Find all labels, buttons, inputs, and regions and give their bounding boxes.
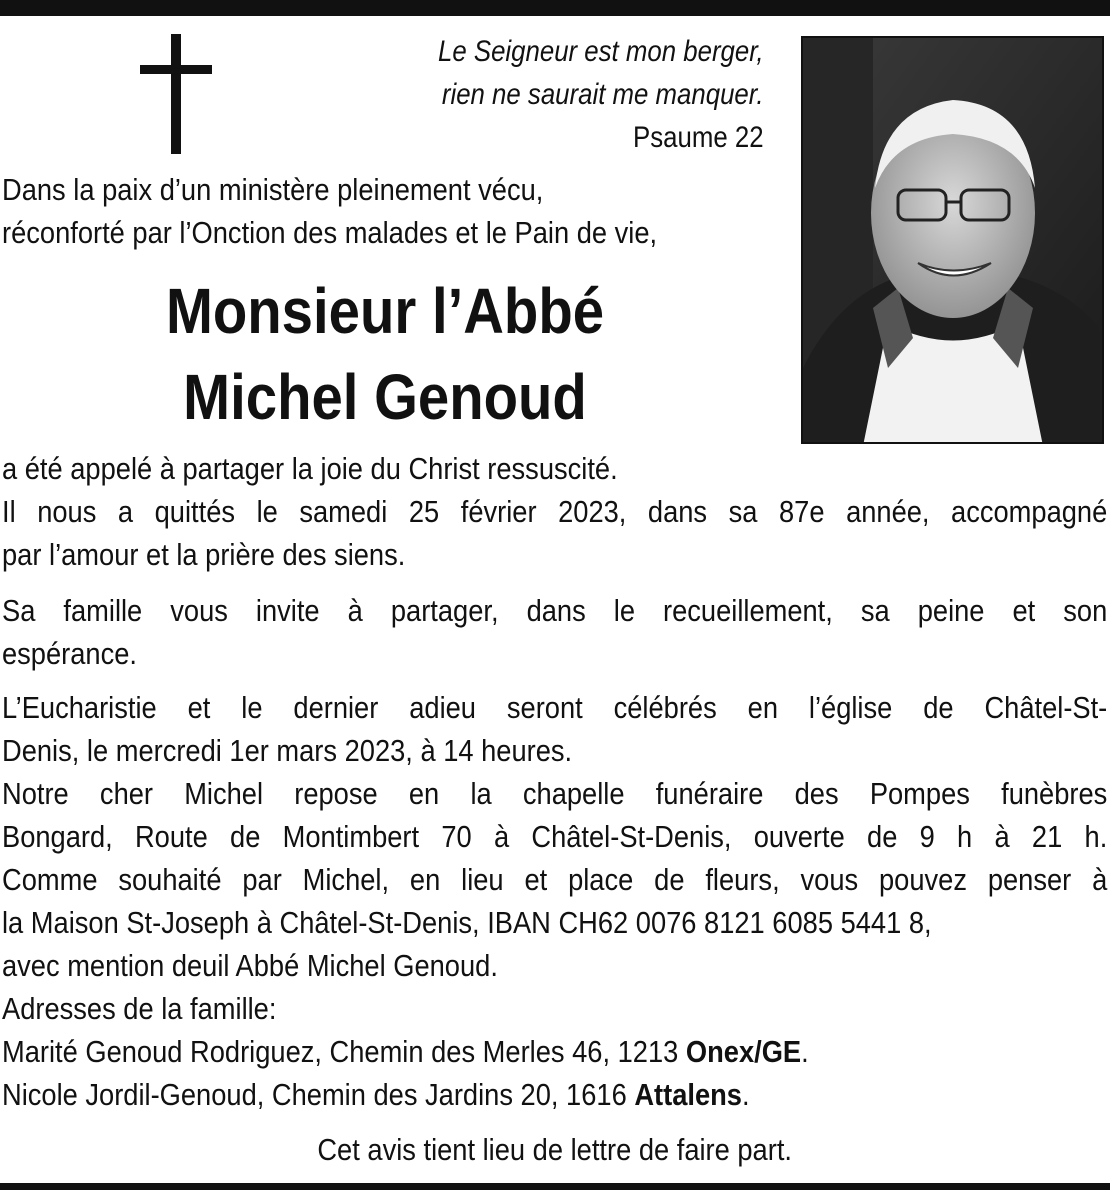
death-paragraph [2,490,1108,576]
body-line-5: espérance. [2,636,137,671]
portrait-photo [801,36,1104,444]
body-line-10: Comme souhaité par Michel, en lieu et place de fleurs, vous pouvez penser à [2,862,1108,897]
intro-line-1: Dans la paix d’un ministère pleinement vécu, [2,172,544,207]
body-line-1: a été appelé à partager la joie du Christ ressuscité. [2,451,618,486]
body-line-7: Denis, le mercredi 1er mars 2023, à 14 heures. [2,733,573,768]
body-line-2: Il nous a quittés le samedi 25 février 2023, dans sa 87e année, accompagné [2,494,1108,529]
psalm-line-2: rien ne saurait me manquer. [442,78,764,111]
body-line-4: Sa famille vous invite à partager, dans le recueillement, sa peine et son [2,593,1108,628]
announcement-block [2,447,975,490]
intro-line-2: réconforté par l’Onction des malades et le Pain de vie, [2,215,658,250]
family-invitation [2,589,1108,675]
footer-text: Cet avis tient lieu de lettre de faire part. [317,1132,793,1167]
psalm-line-1: Le Seigneur est mon berger, [438,35,764,68]
family-address-1: Marité Genoud Rodriguez, Chemin des Merles 46, 1213 Onex/GE. [2,1034,809,1069]
body-line-6: L’Eucharistie et le dernier adieu seront célébrés en l’église de Châtel-St- [2,690,1108,725]
body-line-3: par l’amour et la prière des siens. [2,537,406,572]
deceased-name [0,268,770,440]
body-line-12: avec mention deuil Abbé Michel Genoud. [2,948,498,983]
family-heading: Adresses de la famille: [2,991,277,1026]
family-address-2: Nicole Jordil-Genoud, Chemin des Jardins 20, 1616 Attalens. [2,1077,750,1112]
intro-text [2,168,657,254]
name-line-2: Michel Genoud [183,361,587,433]
bottom-rule [0,1183,1110,1190]
psalm-quote [438,30,764,159]
top-rule [0,0,1110,16]
body-line-8: Notre cher Michel repose en la chapelle funéraire des Pompes funèbres [2,776,1108,811]
family-city-2: Attalens [634,1077,742,1112]
family-addresses [2,987,975,1116]
family-city-1: Onex/GE [685,1034,802,1069]
ceremony-paragraph [2,686,1108,987]
psalm-reference: Psaume 22 [633,121,764,154]
cross-icon [140,34,212,154]
portrait-image [803,38,1104,444]
footer-note [0,1128,1110,1171]
body-line-11: la Maison St-Joseph à Châtel-St-Denis, IBAN CH62 0076 8121 6085 5441 8, [2,905,932,940]
body-line-9: Bongard, Route de Montimbert 70 à Châtel-St-Denis, ouverte de 9 h à 21 h. [2,819,1108,854]
name-line-1: Monsieur l’Abbé [165,275,605,347]
